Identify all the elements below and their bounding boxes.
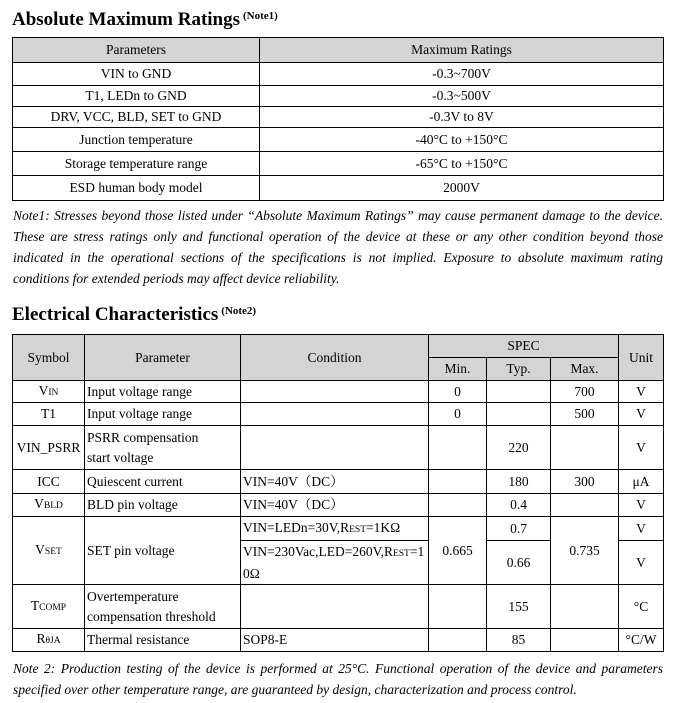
ec-symbol: VSET: [13, 517, 85, 585]
table-row: [13, 426, 664, 470]
ec-typ: 155: [487, 585, 551, 629]
ec-parameter: BLD pin voltage: [85, 494, 241, 517]
ec-parameter: PSRR compensation start voltage: [85, 426, 241, 470]
amr-note: Note1: Stresses beyond those listed under “Absolute Maximum Ratings” may cause permanent damage to the device. These are stress ratings only and functional operation of the device at these or any other condition beyond those indicated in the operational sections of the specifications is not implied. Exposure to absolute maximum rating conditions for extended periods may affect device reliability.: [13, 208, 663, 286]
ec-max: [551, 585, 619, 629]
ec-header-unit: Unit: [619, 335, 664, 381]
ec-max: [551, 494, 619, 517]
ec-unit: V: [619, 426, 664, 470]
ec-min: 0.665: [429, 517, 487, 585]
ec-unit: μA: [619, 470, 664, 494]
ec-header-parameter: Parameter: [85, 335, 241, 381]
ec-condition: VIN=40V（DC）: [241, 470, 429, 494]
ec-condition: VIN=LEDn=30V,REST=1KΩ: [241, 517, 429, 541]
ec-min: [429, 629, 487, 652]
ec-title: Electrical Characteristics $^{(Note2)}$: [12, 304, 257, 325]
ec-condition: [241, 403, 429, 426]
ec-symbol: VIN_PSRR: [13, 426, 85, 470]
ec-parameter: Thermal resistance: [85, 629, 241, 652]
ec-min: 0: [429, 381, 487, 403]
ec-symbol: ICC: [13, 470, 85, 494]
amr-rating: 2000V: [260, 176, 664, 201]
ec-parameter: Overtemperature compensation threshold: [85, 585, 241, 629]
ec-symbol: TCOMP: [13, 585, 85, 629]
amr-header-max-ratings: Maximum Ratings: [260, 38, 664, 63]
ec-typ: 180: [487, 470, 551, 494]
ec-max: [551, 629, 619, 652]
table-row: [13, 403, 664, 426]
amr-header-row: [13, 38, 664, 63]
ec-max: 500: [551, 403, 619, 426]
ec-max: 0.735: [551, 517, 619, 585]
ec-condition: [241, 585, 429, 629]
table-row: [13, 107, 664, 128]
ec-typ: 0.7: [487, 517, 551, 541]
ec-parameter: Input voltage range: [85, 403, 241, 426]
ec-header-row: [13, 335, 664, 358]
ec-header-spec: SPEC: [429, 335, 619, 358]
ec-parameter: Input voltage range: [85, 381, 241, 403]
table-row: [13, 381, 664, 403]
amr-rating: -40°C to +150°C: [260, 128, 664, 152]
amr-rating: -65°C to +150°C: [260, 152, 664, 176]
ec-unit: °C/W: [619, 629, 664, 652]
ec-unit: V: [619, 541, 664, 585]
table-row: [13, 494, 664, 517]
amr-param: T1, LEDn to GND: [13, 86, 260, 107]
amr-param: Storage temperature range: [13, 152, 260, 176]
amr-note-ref: (Note1): [243, 10, 278, 22]
ec-parameter: SET pin voltage: [85, 517, 241, 585]
ec-min: 0: [429, 403, 487, 426]
ec-header-symbol: Symbol: [13, 335, 85, 381]
ec-condition: SOP8-E: [241, 629, 429, 652]
ec-parameter: Quiescent current: [85, 470, 241, 494]
ec-symbol: T1: [13, 403, 85, 426]
ec-header-condition: Condition: [241, 335, 429, 381]
ec-min: [429, 470, 487, 494]
ec-typ: 85: [487, 629, 551, 652]
table-row: [13, 63, 664, 86]
ec-unit: V: [619, 494, 664, 517]
ec-typ: 0.66: [487, 541, 551, 585]
table-row: [13, 152, 664, 176]
ec-condition: VIN=40V（DC）: [241, 494, 429, 517]
ec-note-ref: (Note2): [221, 305, 257, 317]
ec-header-max: Max.: [551, 358, 619, 381]
amr-param: VIN to GND: [13, 63, 260, 86]
amr-title: Absolute Maximum Ratings $^{(Note1)}$: [12, 9, 278, 30]
ec-header-typ: Typ.: [487, 358, 551, 381]
ec-max: 700: [551, 381, 619, 403]
amr-param: Junction temperature: [13, 128, 260, 152]
ec-min: [429, 494, 487, 517]
ec-unit: V: [619, 381, 664, 403]
ec-typ: 0.4: [487, 494, 551, 517]
ec-min: [429, 426, 487, 470]
amr-param: ESD human body model: [13, 176, 260, 201]
ec-table: [12, 334, 664, 652]
ec-min: [429, 585, 487, 629]
ec-unit: °C: [619, 585, 664, 629]
ec-symbol: RθJA: [13, 629, 85, 652]
table-row: [13, 86, 664, 107]
ec-condition: [241, 426, 429, 470]
amr-rating: -0.3~500V: [260, 86, 664, 107]
ec-unit: V: [619, 517, 664, 541]
ec-condition: [241, 381, 429, 403]
amr-table: [12, 37, 664, 201]
ec-symbol: VBLD: [13, 494, 85, 517]
amr-header-parameters: Parameters: [13, 38, 260, 63]
ec-typ: [487, 403, 551, 426]
ec-note: Note 2: Production testing of the device is performed at 25°C. Functional operation of the device and parameters specified over other temperature range, are guaranteed by design, characterization and process control.: [13, 661, 663, 697]
amr-rating: -0.3~700V: [260, 63, 664, 86]
ec-condition: VIN=230Vac,LED=260V,REST=1 0Ω: [241, 541, 429, 585]
ec-unit: V: [619, 403, 664, 426]
table-row: [13, 128, 664, 152]
ec-typ: 220: [487, 426, 551, 470]
table-row: [13, 176, 664, 201]
ec-max: [551, 426, 619, 470]
ec-typ: [487, 381, 551, 403]
table-row: [13, 470, 664, 494]
ec-header-min: Min.: [429, 358, 487, 381]
ec-max: 300: [551, 470, 619, 494]
ec-symbol: VIN: [13, 381, 85, 403]
table-row: [13, 629, 664, 652]
amr-param: DRV, VCC, BLD, SET to GND: [13, 107, 260, 128]
table-row: [13, 517, 664, 541]
amr-rating: -0.3V to 8V: [260, 107, 664, 128]
table-row: [13, 585, 664, 629]
